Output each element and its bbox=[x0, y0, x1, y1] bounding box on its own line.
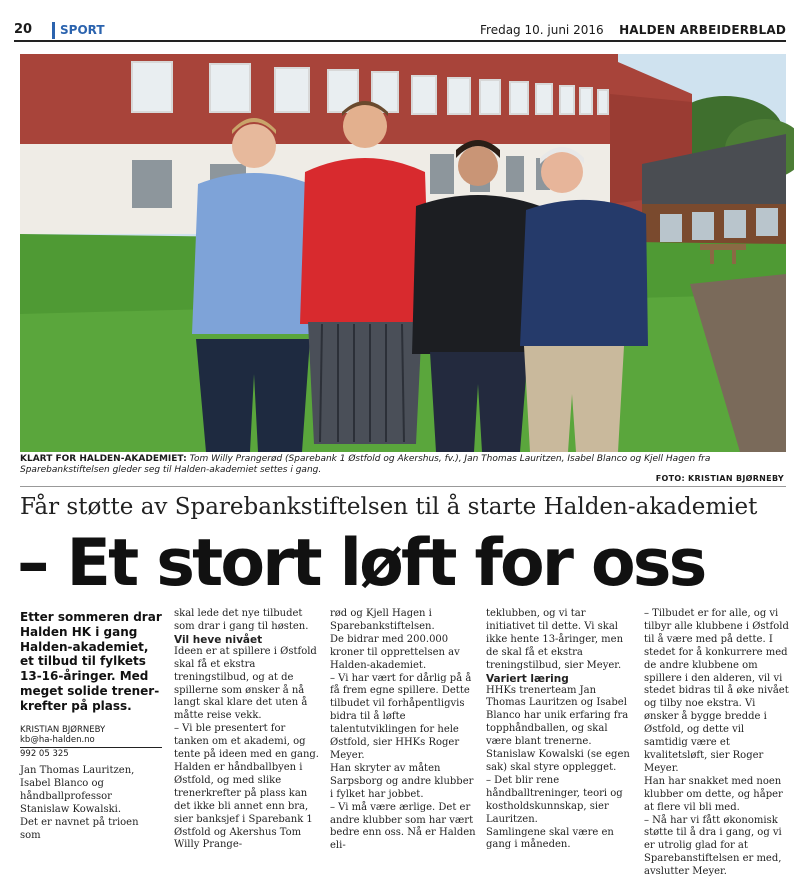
newspaper-name[interactable]: HALDEN ARBEIDERBLAD bbox=[619, 23, 786, 37]
paragraph: Ideen er at spillere i Østfold skal få et ekstra treningstilbud, og at de spillerne som ønsker å nå langt skal klare det uten å måtte reise vekk. bbox=[174, 646, 320, 723]
paragraph: HHKs trenerteam Jan Thomas Lauritzen og Isabel Blanco har unik erfaring fra topphåndballen, og skal være blant trenerne. Stanislaw Kowalski (se egen sak) skal styre opplegget. bbox=[486, 685, 632, 775]
page-number: 20 bbox=[14, 22, 32, 37]
body-column-4 bbox=[486, 608, 632, 852]
article-headline: – Et stort løft for oss bbox=[17, 522, 792, 606]
caption-divider bbox=[20, 486, 786, 487]
page-header bbox=[14, 22, 786, 42]
paragraph: – Vi har vært for dårlig på å få frem egne spillere. Dette tilbudet vil forhåpentligvis bidra til å løfte talentutviklingen for hele Østfold, sier HHKs Roger Meyer. bbox=[330, 673, 476, 763]
photo-caption bbox=[20, 454, 786, 476]
paragraph: – Nå har vi fått økonomisk støtte til å dra i gang, og vi er utrolig glad for at Sparebanstiftelsen er med, avslutter Meyer. bbox=[644, 815, 790, 879]
paragraph: – Tilbudet er for alle, og vi tilbyr alle klubbene i Østfold til å være med på dette. I stedet for å konkurrere med de andre klubbene om spillere i den alderen, vil vi stedet bidras til å øke nivået og tilby noe ekstra. Vi ønsker å bygge bredde i Østfold, og dette vil samtidig være et kvalitetsløft, sier Roger Meyer. bbox=[644, 608, 790, 776]
photo-credit: FOTO: KRISTIAN BJØRNEBY bbox=[656, 474, 784, 483]
paragraph: – Det blir rene håndballtreninger, teori og kostholdskunnskap, sier Lauritzen. bbox=[486, 775, 632, 827]
body-column-5 bbox=[644, 608, 790, 879]
paragraph: Samlingene skal være en gang i måneden. bbox=[486, 827, 632, 853]
byline bbox=[20, 725, 162, 759]
author-email[interactable]: kb@ha-halden.no bbox=[20, 735, 162, 745]
author-name: KRISTIAN BJØRNEBY bbox=[20, 725, 162, 735]
subheading: Variert læring bbox=[486, 673, 632, 685]
paragraph: rød og Kjell Hagen i Sparebankstiftelsen. bbox=[330, 608, 476, 634]
paragraph: – Vi må være ærlige. Det er andre klubber som har vært bedre enn oss. Nå er Halden eli- bbox=[330, 802, 476, 854]
article-lead: Etter sommeren drar Halden HK i gang Halden-akademiet, et tilbud til fylkets 13-16-åringer. Med meget solide trener-krefter på plass. bbox=[20, 610, 162, 714]
caption-text: Tom Willy Prangerød (Sparebank 1 Østfold og Akershus, fv.), Jan Thomas Lauritzen, Isabel Blanco og Kjell Hagen fra Sparebankstiftelsen gleder seg til Halden-akademiet settes i gang. bbox=[20, 454, 710, 475]
author-phone: 992 05 325 bbox=[20, 747, 162, 759]
photo-illustration bbox=[20, 54, 786, 452]
body-column-3 bbox=[330, 608, 476, 853]
body-column-1 bbox=[20, 765, 162, 842]
publication-date: Fredag 10. juni 2016 bbox=[480, 23, 604, 37]
body-column-2 bbox=[174, 608, 320, 852]
article-photo bbox=[20, 54, 786, 452]
paragraph: Det er navnet på trioen som bbox=[20, 817, 162, 843]
section-label[interactable]: SPORT bbox=[52, 22, 472, 39]
paragraph: Han har snakket med noen klubber om dette, og håper at flere vil bli med. bbox=[644, 776, 790, 815]
paragraph: Han skryter av måten Sarpsborg og andre klubber i fylket har jobbet. bbox=[330, 763, 476, 802]
subheading: Vil heve nivået bbox=[174, 634, 320, 646]
caption-label: KLART FOR HALDEN-AKADEMIET: bbox=[20, 454, 187, 464]
paragraph: – Vi ble presentert for tanken om et akademi, og tente på ideen med en gang. Halden er håndballbyen i Østfold, og med slike trenerkrefter på plass kan det ikke bli annet enn bra, sier banksjef i Sparebank 1 Østfold og Akershus Tom Willy Prange- bbox=[174, 723, 320, 852]
paragraph: Jan Thomas Lauritzen, Isabel Blanco og håndballprofessor Stanislaw Kowalski. bbox=[20, 765, 162, 817]
paragraph: teklubben, og vi tar initiativet til dette. Vi skal ikke hente 13-åringer, men de skal få et ekstra treningstilbud, sier Meyer. bbox=[486, 608, 632, 673]
article-kicker: Får støtte av Sparebankstiftelsen til å starte Halden-akademiet bbox=[20, 494, 786, 520]
paragraph: skal lede det nye tilbudet som drar i gang til høsten. bbox=[174, 608, 320, 634]
paragraph: De bidrar med 200.000 kroner til opprettelsen av Halden-akademiet. bbox=[330, 634, 476, 673]
